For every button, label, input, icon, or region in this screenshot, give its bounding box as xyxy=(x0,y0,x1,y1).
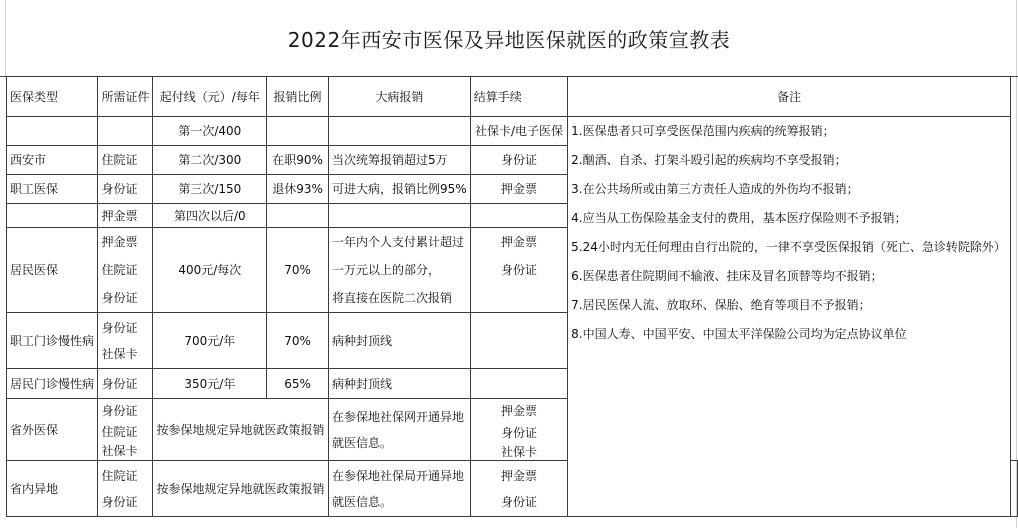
note-item: 2.酗酒、自杀、打架斗殴引起的疾病均不享受报销； xyxy=(571,153,847,167)
table-cell[interactable] xyxy=(7,204,98,228)
cell-line: 住院证 xyxy=(101,424,138,439)
table-cell[interactable]: 70% xyxy=(267,313,329,369)
cell-line: 就医信息。 xyxy=(331,494,392,509)
note-item: 8.中国人寿、中国平安、中国太平洋保险公司均为定点协议单位 xyxy=(571,327,907,341)
table-cell[interactable] xyxy=(470,399,567,461)
cell-line: 身份证 xyxy=(101,403,138,418)
table-cell[interactable] xyxy=(98,228,153,313)
note-item: 1.医保患者只可享受医保范围内疾病的统筹报销； xyxy=(571,124,835,138)
table-cell[interactable]: 住院证 xyxy=(98,146,153,175)
cell-line: 社保卡 xyxy=(101,443,138,458)
table-cell[interactable]: 身份证 xyxy=(98,369,153,399)
table-cell[interactable] xyxy=(267,204,329,228)
header-row xyxy=(7,77,1018,117)
table-cell[interactable]: 押金票 xyxy=(470,175,567,204)
table-cell[interactable]: 第一次/400 xyxy=(153,117,267,146)
header-cell-notes[interactable]: 备注 xyxy=(568,77,1011,117)
cell-line: 社保卡 xyxy=(101,346,138,361)
table-cell[interactable]: 退休93% xyxy=(267,175,329,204)
table-cell[interactable]: 省内异地 xyxy=(7,461,98,517)
table-cell[interactable]: 当次统筹报销超过5万 xyxy=(328,146,470,175)
table-cell[interactable]: 身份证 xyxy=(470,146,567,175)
header-cell-type[interactable]: 医保类型 xyxy=(7,77,98,117)
table-cell[interactable]: 第二次/300 xyxy=(153,146,267,175)
table-cell[interactable]: 按参保地规定异地就医政策报销 xyxy=(153,461,328,517)
table-cell[interactable] xyxy=(328,228,470,313)
table-cell[interactable]: 职工门诊慢性病 xyxy=(7,313,98,369)
table-cell[interactable]: 350元/年 xyxy=(153,369,267,399)
table-cell[interactable] xyxy=(98,117,153,146)
note-item: 6.医保患者住院期间不输液、挂床及冒名顶替等均不报销； xyxy=(571,269,883,283)
cell-line: 身份证 xyxy=(500,263,537,277)
header-cell-threshold[interactable]: 起付线（元）/每年 xyxy=(153,77,267,117)
table-cell[interactable]: 身份证 xyxy=(98,175,153,204)
cell-line: 在参保地社保局开通异地 xyxy=(331,468,464,483)
table-cell[interactable] xyxy=(98,399,153,461)
cell-line: 身份证 xyxy=(101,320,138,335)
table-cell[interactable]: 700元/年 xyxy=(153,313,267,369)
table-cell[interactable] xyxy=(470,204,567,228)
cell-line: 押金票 xyxy=(500,235,537,249)
cell-line: 身份证 xyxy=(500,494,537,509)
header-cell-major[interactable]: 大病报销 xyxy=(328,77,470,117)
note-item: 7.居民医保人流、放取环、保胎、绝育等项目不予报销； xyxy=(571,298,871,312)
table-cell[interactable] xyxy=(7,117,98,146)
table-cell[interactable] xyxy=(98,461,153,517)
cell-line: 一年内个人支付累计超过 xyxy=(331,235,464,249)
table-cell[interactable]: 400元/每次 xyxy=(153,228,267,313)
cell-line: 一万元以上的部分， xyxy=(331,263,440,277)
note-item: 4.应当从工伤保险基金支付的费用，基本医疗保险则不予报销； xyxy=(571,211,907,225)
cell-line: 在参保地社保网开通异地 xyxy=(331,409,464,424)
header-cell-ratio[interactable]: 报销比例 xyxy=(267,77,329,117)
table-cell[interactable]: 省外医保 xyxy=(7,399,98,461)
table-cell[interactable]: 在职90% xyxy=(267,146,329,175)
table-cell[interactable] xyxy=(328,461,470,517)
table-cell[interactable]: 病种封顶线 xyxy=(328,313,470,369)
table-cell[interactable] xyxy=(470,313,567,369)
table-cell[interactable] xyxy=(1011,461,1018,517)
title-row[interactable] xyxy=(0,0,1018,77)
note-item: 5.24小时内无任何理由自行出院的，一律不享受医保报销（死亡、急诊转院除外） xyxy=(571,240,1006,254)
cell-line: 押金票 xyxy=(500,403,537,418)
table-cell[interactable]: 社保卡/电子医保 xyxy=(470,117,567,146)
cell-line: 将直接在医院二次报销 xyxy=(331,291,452,305)
table-cell[interactable]: 押金票 xyxy=(98,204,153,228)
table-cell[interactable]: 按参保地规定异地就医政策报销 xyxy=(153,399,328,461)
table-cell[interactable]: 第四次以后/0 xyxy=(153,204,267,228)
table-cell[interactable]: 可进大病，报销比例95% xyxy=(328,175,470,204)
cell-line: 社保卡 xyxy=(500,444,537,459)
table-cell[interactable]: 居民医保 xyxy=(7,228,98,313)
table-cell[interactable]: 病种封顶线 xyxy=(328,369,470,399)
table-cell[interactable]: 第三次/150 xyxy=(153,175,267,204)
cell-line: 身份证 xyxy=(101,291,138,305)
table-cell[interactable] xyxy=(98,313,153,369)
note-item: 3.在公共场所或由第三方责任人造成的外伤均不报销； xyxy=(571,182,859,196)
cell-line: 住院证 xyxy=(101,263,138,277)
cell-line: 住院证 xyxy=(101,468,138,483)
table-cell[interactable] xyxy=(267,117,329,146)
cell-line: 押金票 xyxy=(101,235,138,249)
table-cell[interactable]: 居民门诊慢性病 xyxy=(7,369,98,399)
cell-line: 就医信息。 xyxy=(331,435,392,450)
table-cell[interactable]: 70% xyxy=(267,228,329,313)
table-cell[interactable] xyxy=(328,204,470,228)
header-cell-settle[interactable]: 结算手续 xyxy=(470,77,567,117)
table-cell[interactable]: 65% xyxy=(267,369,329,399)
cell-line: 身份证 xyxy=(500,425,537,440)
table-cell[interactable]: 西安市 xyxy=(7,146,98,175)
table-cell[interactable] xyxy=(328,117,470,146)
table-cell[interactable]: 职工医保 xyxy=(7,175,98,204)
header-cell-docs[interactable]: 所需证件 xyxy=(98,77,153,117)
cell-line: 身份证 xyxy=(101,494,138,509)
table-cell[interactable] xyxy=(470,461,567,517)
table-cell[interactable] xyxy=(470,228,567,313)
table-row xyxy=(7,117,1018,146)
policy-table xyxy=(6,76,1018,517)
page-title: 2022年西安市医保及异地医保就医的政策宣教表 xyxy=(287,27,731,52)
table-cell[interactable] xyxy=(328,399,470,461)
table-cell[interactable] xyxy=(470,369,567,399)
notes-cell[interactable] xyxy=(568,117,1011,517)
cell-line: 押金票 xyxy=(500,468,537,483)
